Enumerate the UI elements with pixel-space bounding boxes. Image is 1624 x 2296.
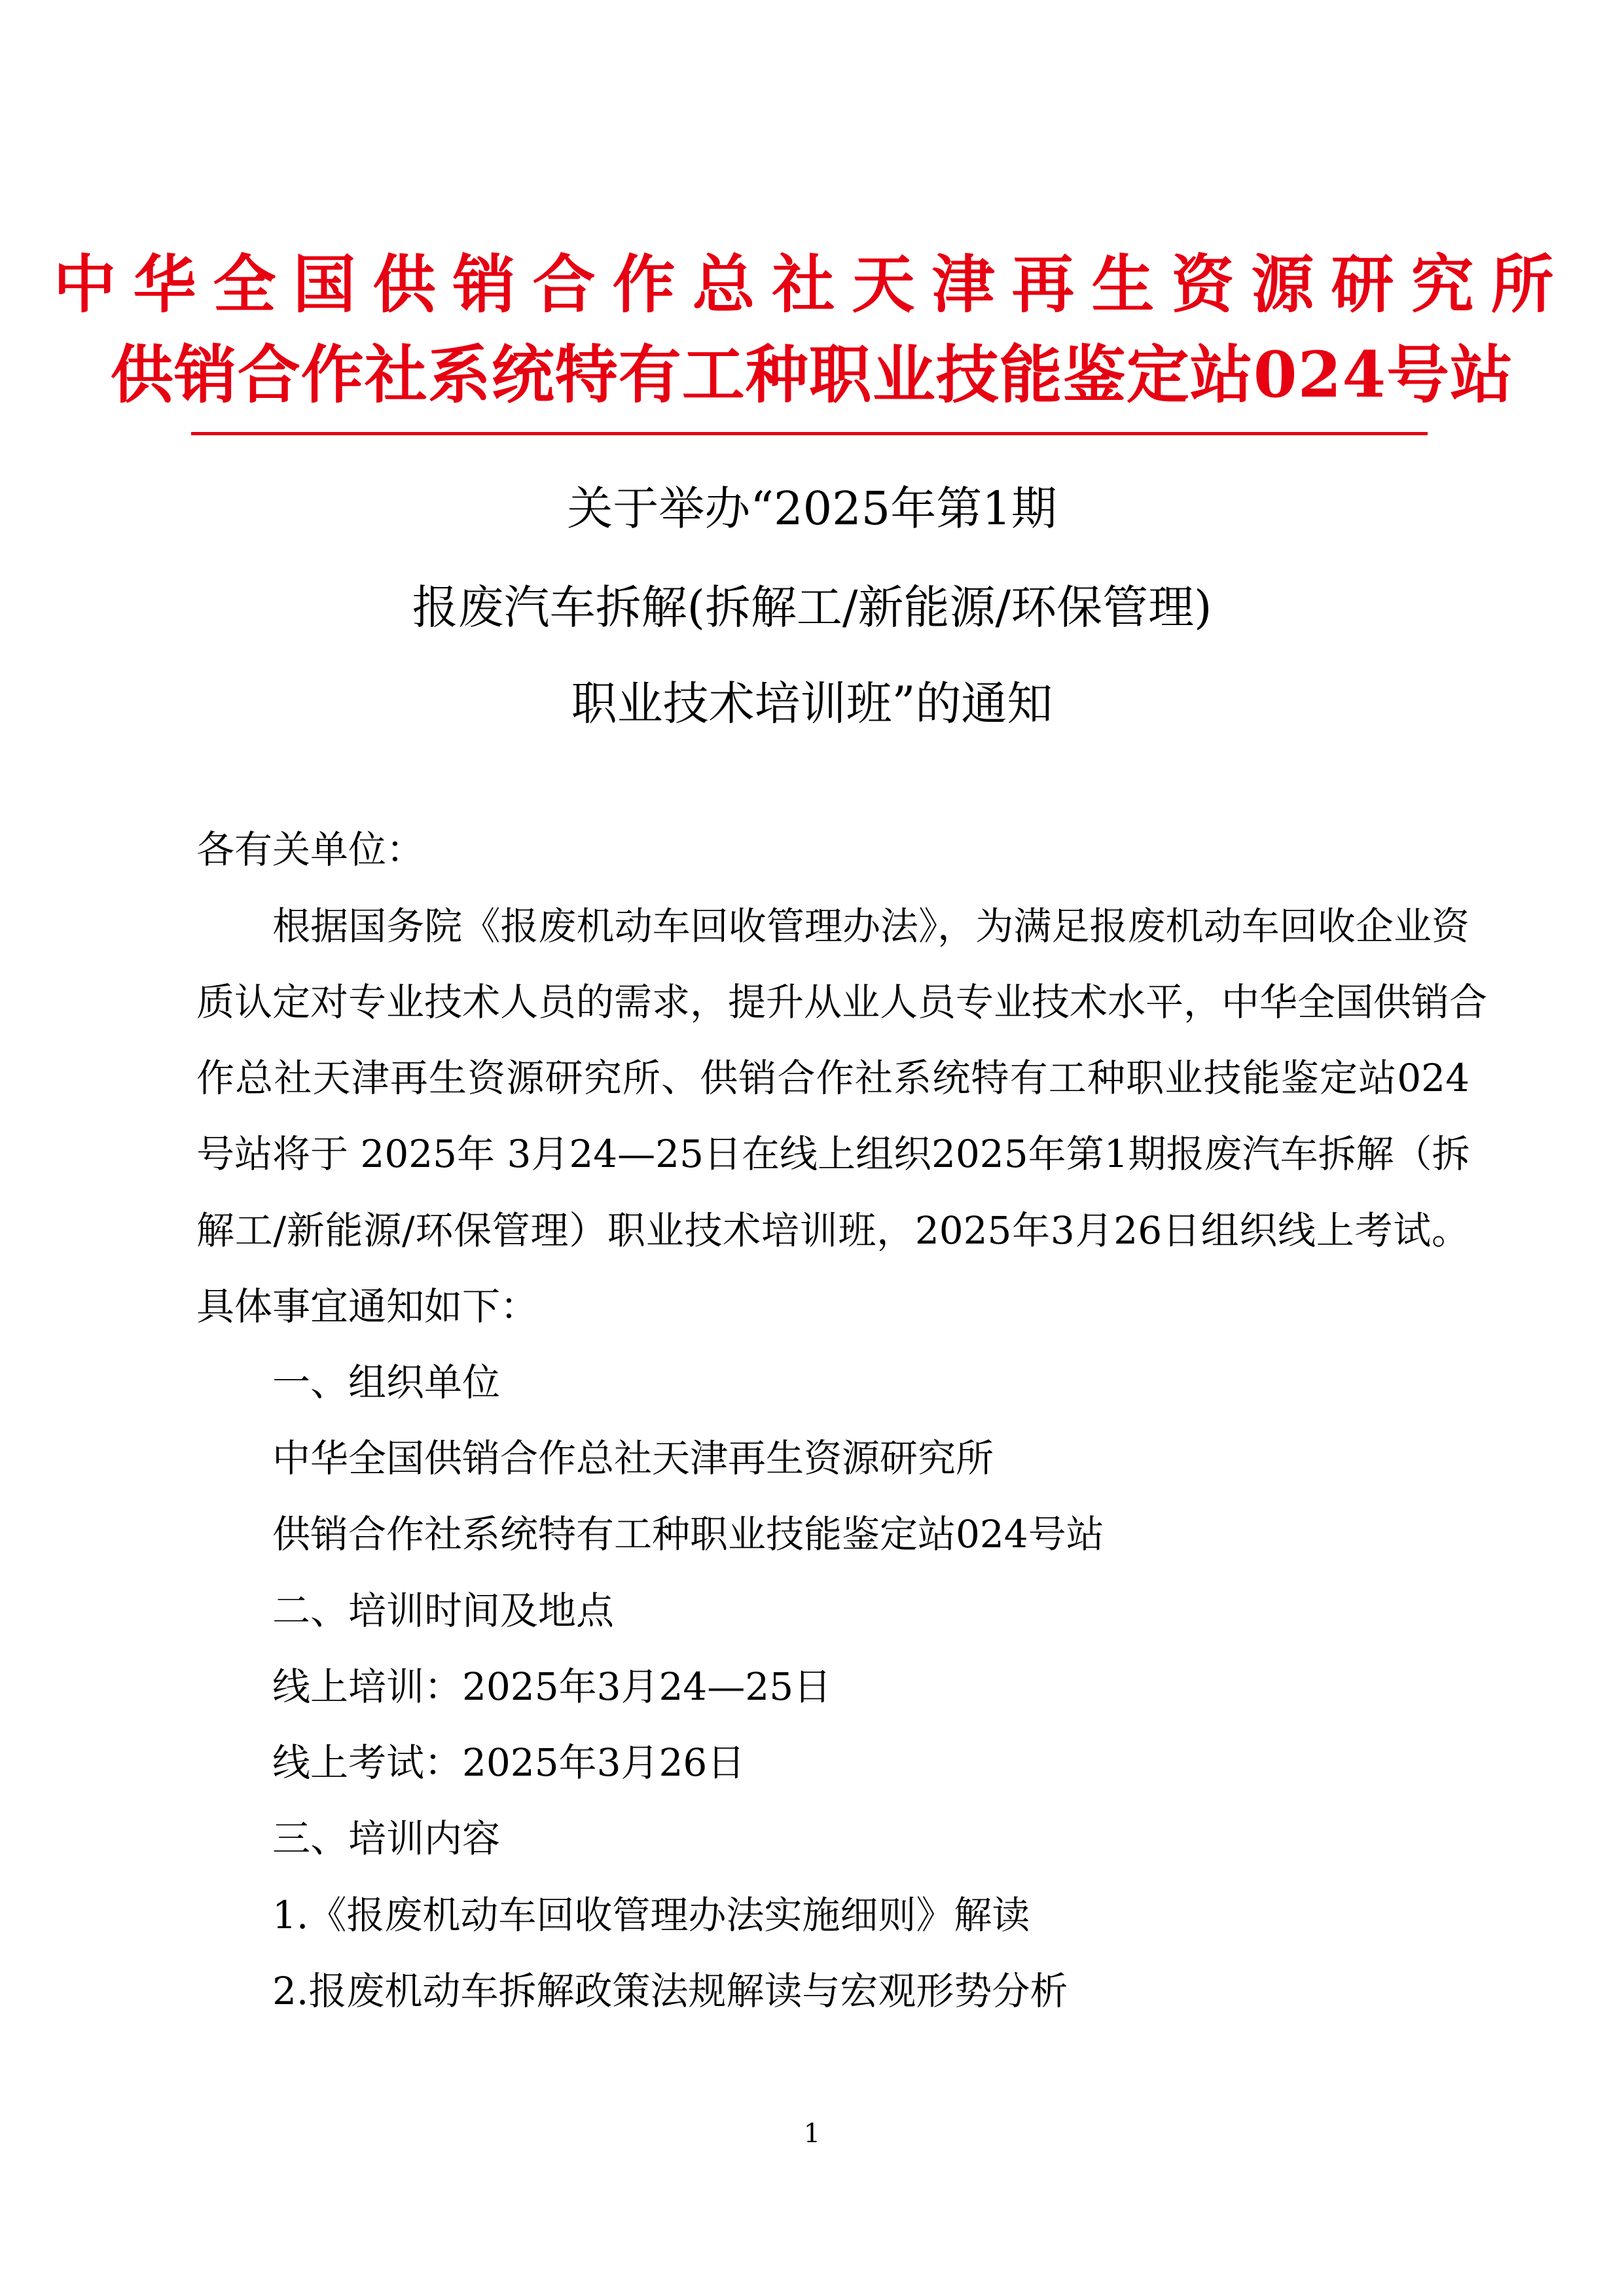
page-number: 1 bbox=[803, 2119, 821, 2149]
online-training-date: 线上培训：2025年3月24—25日 bbox=[272, 1664, 832, 1709]
paragraph-line-6: 具体事宜通知如下： bbox=[196, 1284, 539, 1329]
paragraph-line-3: 作总社天津再生资源研究所、供销合作社系统特有工种职业技能鉴定站024 bbox=[196, 1056, 1470, 1100]
online-exam-date: 线上考试：2025年3月26日 bbox=[272, 1740, 746, 1785]
organizer-1: 中华全国供销合作总社天津再生资源研究所 bbox=[272, 1436, 994, 1480]
masthead-red-divider bbox=[191, 432, 1428, 435]
paragraph-line-4: 号站将于 2025年 3月24—25日在线上组织2025年第1期报废汽车拆解（拆 bbox=[196, 1132, 1470, 1176]
section-heading-content: 三、培训内容 bbox=[272, 1816, 501, 1861]
paragraph-line-2: 质认定对专业技术人员的需求，提升从业人员专业技术水平，中华全国供销合 bbox=[196, 980, 1488, 1024]
organizer-2: 供销合作社系统特有工种职业技能鉴定站024号站 bbox=[272, 1512, 1104, 1556]
masthead-line-2: 供销合作社系统特有工种职业技能鉴定站024号站 bbox=[110, 338, 1514, 412]
section-heading-organizers: 一、组织单位 bbox=[272, 1360, 501, 1405]
masthead-line-1: 中华全国供销合作总社天津再生资源研究所 bbox=[53, 247, 1571, 321]
section-heading-time-place: 二、培训时间及地点 bbox=[272, 1588, 615, 1633]
paragraph-line-5: 解工/新能源/环保管理）职业技术培训班，2025年3月26日组织线上考试。 bbox=[196, 1208, 1470, 1253]
notice-title-line-3: 职业技术培训班”的通知 bbox=[571, 677, 1053, 730]
notice-title-line-2: 报废汽车拆解(拆解工/新能源/环保管理) bbox=[412, 581, 1212, 634]
notice-title-line-1: 关于举办“2025年第1期 bbox=[567, 482, 1057, 535]
salutation: 各有关单位： bbox=[196, 827, 425, 872]
content-item-2: 2.报废机动车拆解政策法规解读与宏观形势分析 bbox=[272, 1969, 1068, 2013]
content-item-1: 1.《报废机动车回收管理办法实施细则》解读 bbox=[272, 1893, 1030, 1937]
paragraph-line-1: 根据国务院《报废机动车回收管理办法》，为满足报废机动车回收企业资 bbox=[272, 904, 1470, 948]
